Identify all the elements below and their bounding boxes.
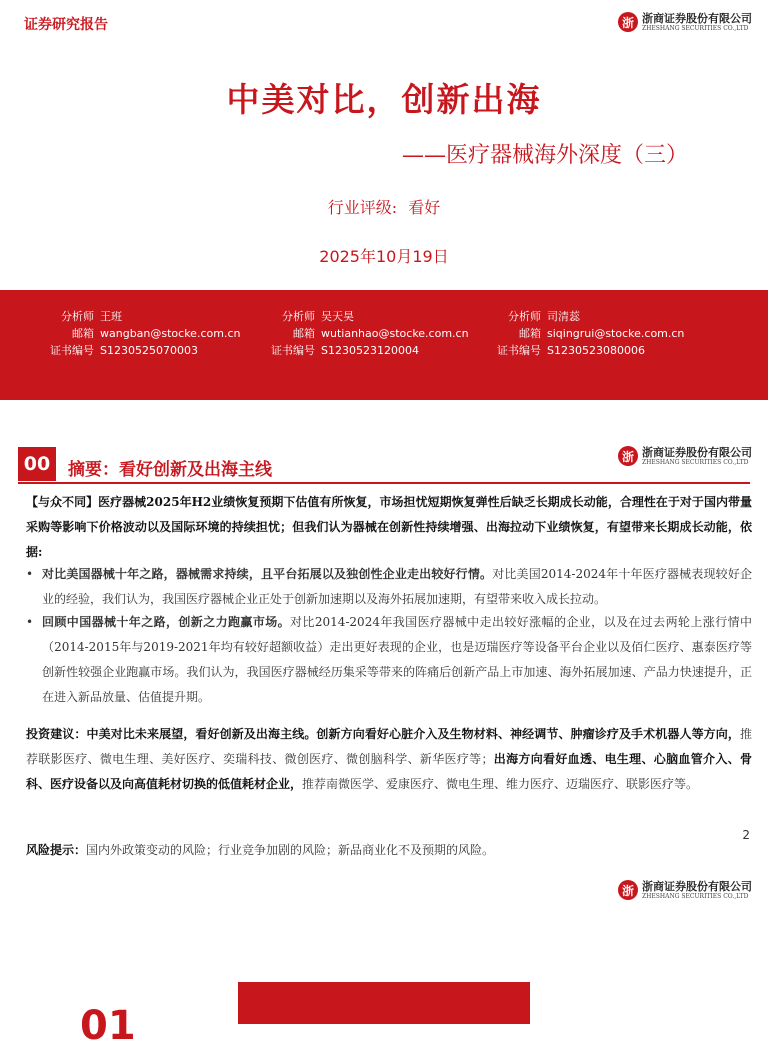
bullet-heading: 对比美国器械十年之路，器械需求持续，且平台拓展以及独创性企业走出较好行情。: [42, 567, 493, 581]
bullet-icon: •: [26, 615, 34, 629]
report-title: 中美对比，创新出海: [226, 80, 542, 119]
logo-company-name: 浙商证券股份有限公司: [642, 445, 752, 459]
analyst-band: [0, 290, 768, 400]
section-divider: [18, 482, 750, 484]
analyst-email-label: 邮箱: [72, 327, 94, 340]
rating-label: 行业评级:: [327, 198, 398, 217]
report-subtitle: ——医疗器械海外深度（三）: [401, 143, 688, 168]
bullet-icon: •: [26, 567, 34, 581]
analyst-cert: S1230523080006: [547, 344, 645, 357]
analyst-email: wangban@stocke.com.cn: [100, 327, 241, 340]
analyst-role-label: 分析师: [508, 310, 541, 323]
analyst-role-label: 分析师: [61, 310, 94, 323]
analyst-cert: S1230525070003: [100, 344, 198, 357]
invest-heading-2: 出海方向看好血透、电生理、心脑血管介入、骨科、医疗设备以及向高值耗材切换的低值耗材企业，: [26, 752, 752, 791]
summary-intro-text: 【与众不同】医疗器械2025年H2业绩恢复预期下估值有所恢复，市场担忧短期恢复弹性后缺乏长期成长动能，合理性在于对于国内带量采购等影响下价格波动以及国际环境的持续担忧；但我们认为器械在创新性持续增强、出海拉动下业绩恢复，有望带来长期成长动能，依据:: [26, 495, 752, 559]
rating-value: 看好: [408, 198, 441, 217]
analyst-card: [20, 308, 240, 359]
logo-mark-icon: 浙: [618, 12, 638, 32]
next-section-number: 01: [80, 1003, 136, 1049]
analyst-email-label: 邮箱: [293, 327, 315, 340]
next-page-header-block: [238, 982, 530, 1024]
logo-company-name-en: ZHESHANG SECURITIES CO.,LTD: [642, 24, 749, 32]
analyst-card: [241, 308, 469, 359]
analyst-email-label: 邮箱: [519, 327, 541, 340]
logo-company-name-en: ZHESHANG SECURITIES CO.,LTD: [642, 892, 749, 900]
report-type-tag: 证券研究报告: [24, 17, 108, 33]
summary-bullet: [26, 562, 752, 612]
page-number: 2: [742, 828, 750, 842]
company-logo: [618, 446, 752, 466]
section-number-badge: 00: [18, 447, 56, 481]
industry-rating: [0, 195, 768, 218]
summary-bullet: [26, 610, 752, 710]
bullet-heading: 回顾中国器械十年之路，创新之力跑赢市场。: [42, 615, 291, 629]
analyst-role-label: 分析师: [282, 310, 315, 323]
logo-company-name: 浙商证券股份有限公司: [642, 11, 752, 25]
risk-text: 国内外政策变动的风险；行业竞争加剧的风险；新品商业化不及预期的风险。: [86, 843, 495, 857]
analyst-card: [467, 308, 684, 359]
company-logo: [618, 12, 752, 32]
logo-mark-icon: 浙: [618, 880, 638, 900]
investment-advice: [26, 722, 752, 797]
invest-text-2: 推荐南微医学、爱康医疗、微电生理、维力医疗、迈瑞医疗、联影医疗等。: [302, 777, 699, 791]
analyst-email: wutianhao@stocke.com.cn: [321, 327, 469, 340]
logo-company-name-en: ZHESHANG SECURITIES CO.,LTD: [642, 458, 749, 466]
analyst-cert-label: 证书编号: [497, 344, 541, 357]
summary-intro: [26, 490, 752, 565]
analyst-name: 司清蕊: [547, 310, 580, 323]
analyst-cert-label: 证书编号: [50, 344, 94, 357]
logo-mark-icon: 浙: [618, 446, 638, 466]
section-title: 摘要：看好创新及出海主线: [68, 460, 272, 480]
company-logo: [618, 880, 752, 900]
bullet-text: 对比2014-2024年我国医疗器械中走出较好涨幅的企业，以及在过去两轮上涨行情中（2014-2015年与2019-2021年均有较好超额收益）走出更好表现的企业，也是迈瑞医疗等设备平台企业以及佰仁医疗、惠泰医疗等创新性较强企业跑赢市场。我们认为，我国医疗器械经历集采等带来的阵痛后创新产品上市加速、海外拓展加速、产品力快速提升，正在进入新品放量、估值提升期。: [42, 615, 752, 704]
invest-heading: 投资建议：中美对比未来展望，看好创新及出海主线。创新方向看好心脏介入及生物材料、神经调节、肿瘤诊疗及手术机器人等方向，: [26, 727, 740, 741]
risk-label: 风险提示：: [26, 843, 87, 857]
analyst-name: 王班: [100, 310, 122, 323]
invest-text: 推荐联影医疗、微电生理、美好医疗、奕瑞科技、微创医疗、微创脑科学、新华医疗等；: [26, 727, 752, 766]
logo-company-name: 浙商证券股份有限公司: [642, 879, 752, 893]
analyst-email: siqingrui@stocke.com.cn: [547, 327, 685, 340]
analyst-cert: S1230523120004: [321, 344, 419, 357]
bullet-text: 对比美国2014-2024年十年医疗器械表现较好企业的经验，我们认为，我国医疗器械企业正处于创新加速期以及海外拓展加速期，有望带来收入成长拉动。: [42, 567, 752, 606]
analyst-cert-label: 证书编号: [271, 344, 315, 357]
analyst-name: 吴天昊: [321, 310, 354, 323]
risk-warning: [26, 838, 752, 863]
report-date: 2025年10月19日: [319, 247, 449, 266]
